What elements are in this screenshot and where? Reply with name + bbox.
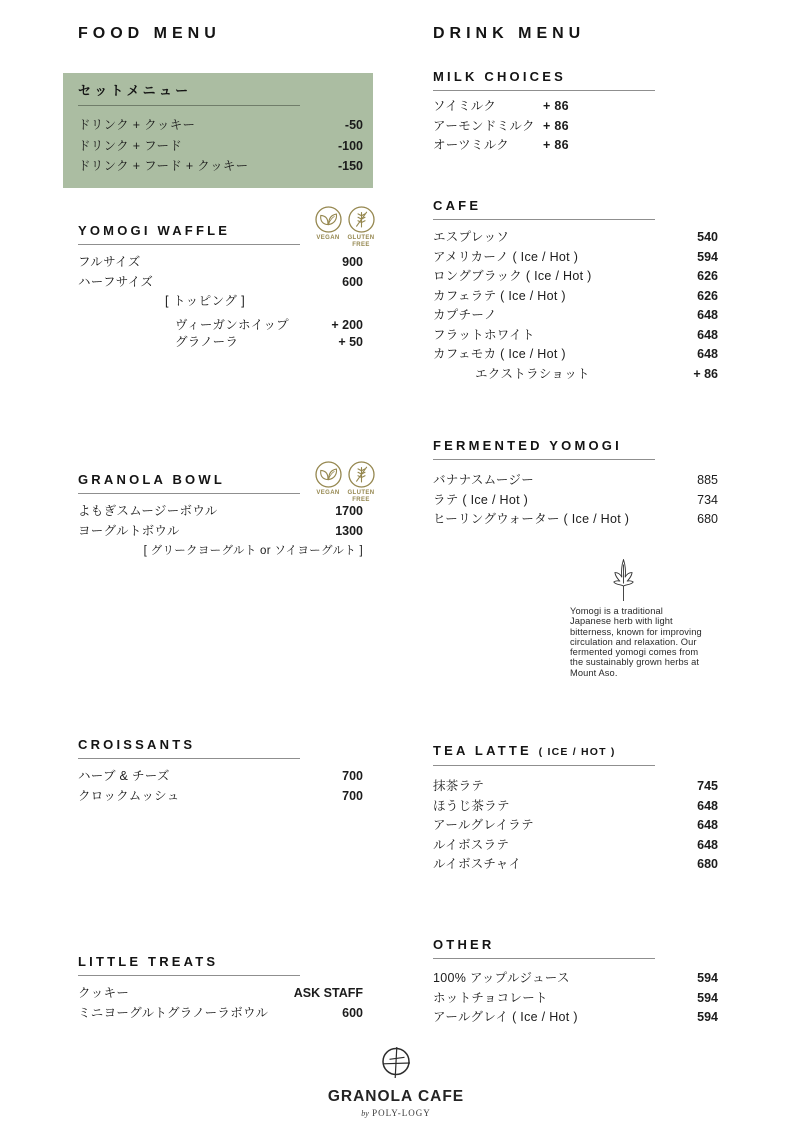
menu-item-row bbox=[78, 253, 363, 273]
granola-cafe-logo-icon bbox=[377, 1044, 415, 1082]
section-heading: CROISSANTS bbox=[78, 737, 196, 752]
menu-item-row bbox=[433, 287, 718, 307]
section-cafe bbox=[433, 199, 718, 384]
item-label: ヨーグルトボウル bbox=[78, 523, 180, 538]
item-price: 648 bbox=[697, 327, 718, 342]
item-label: バナナスムージー bbox=[433, 473, 535, 487]
item-label: アールグレイ ( Ice / Hot ) bbox=[433, 1010, 578, 1024]
item-label: クロックムッシュ bbox=[78, 788, 180, 803]
section-yomogi-waffle bbox=[78, 224, 363, 351]
menu-item-row bbox=[433, 345, 718, 365]
set-menu-divider bbox=[78, 105, 300, 106]
item-price: 700 bbox=[342, 769, 363, 783]
set-menu-box bbox=[63, 73, 373, 188]
item-price: 885 bbox=[697, 473, 718, 487]
item-price: 1700 bbox=[335, 504, 363, 518]
menu-item-row bbox=[175, 317, 363, 334]
section-heading: LITTLE TREATS bbox=[78, 954, 219, 969]
item-label: オーツミルク bbox=[433, 138, 510, 152]
item-label: ほうじ茶ラテ bbox=[433, 798, 510, 813]
section-heading: MILK CHOICES bbox=[433, 69, 567, 84]
menu-item-row bbox=[433, 1008, 718, 1028]
item-label: ソイミルク bbox=[433, 99, 497, 113]
item-price: 648 bbox=[697, 308, 718, 322]
menu-item-row bbox=[433, 510, 718, 530]
drink-menu-title: DRINK MENU bbox=[433, 25, 586, 42]
item-label: フルサイズ bbox=[78, 255, 141, 269]
section-divider bbox=[78, 244, 300, 245]
menu-item-row bbox=[433, 117, 718, 137]
item-label: フラットホワイト bbox=[433, 327, 535, 342]
menu-item-row bbox=[433, 267, 718, 287]
section-divider bbox=[78, 758, 300, 759]
item-label: クッキー bbox=[78, 986, 130, 1000]
menu-item-row bbox=[433, 836, 718, 856]
item-label: アールグレイラテ bbox=[433, 818, 534, 832]
item-label: ヴィーガンホイップ bbox=[175, 318, 289, 332]
item-price: 626 bbox=[697, 269, 718, 283]
section-fermented-yomogi bbox=[433, 439, 718, 530]
section-other bbox=[433, 938, 718, 1028]
item-price: 648 bbox=[697, 798, 718, 813]
section-divider bbox=[433, 765, 655, 766]
item-price: ASK STAFF bbox=[293, 986, 363, 1000]
section-divider bbox=[78, 975, 300, 976]
section-divider bbox=[433, 958, 655, 959]
item-price: 594 bbox=[697, 1010, 718, 1024]
item-label: アメリカーノ ( Ice / Hot ) bbox=[433, 249, 579, 264]
item-price: + 86 bbox=[543, 99, 569, 113]
item-price: 745 bbox=[697, 779, 718, 793]
item-price: 680 bbox=[697, 512, 718, 526]
item-label: エスプレッソ bbox=[433, 230, 510, 244]
item-label: 100% アップルジュース bbox=[433, 971, 570, 985]
section-divider bbox=[433, 219, 655, 220]
section-heading-text: TEA LATTE bbox=[433, 743, 532, 758]
byline-by: by bbox=[361, 1109, 369, 1118]
item-price: + 200 bbox=[331, 318, 363, 332]
item-price: 680 bbox=[697, 857, 718, 871]
item-price: -100 bbox=[337, 138, 363, 153]
footer-brand-block bbox=[296, 1044, 496, 1118]
item-label: ハーフサイズ bbox=[78, 274, 154, 289]
item-price: 594 bbox=[697, 971, 718, 985]
menu-item-row bbox=[433, 306, 718, 326]
yomogi-leaf-icon bbox=[610, 555, 637, 608]
item-price: 734 bbox=[697, 492, 718, 507]
food-menu-title: FOOD MENU bbox=[78, 25, 221, 42]
menu-item-row bbox=[78, 787, 363, 807]
item-label: カフェモカ ( Ice / Hot ) bbox=[433, 347, 566, 361]
section-heading-suffix: ( ICE / HOT ) bbox=[538, 746, 616, 758]
gluten-free-badge-label: GLUTEN FREE bbox=[347, 490, 375, 503]
toppings-list bbox=[175, 317, 363, 351]
section-croissants bbox=[78, 738, 363, 806]
section-divider bbox=[433, 459, 655, 460]
menu-item-row bbox=[78, 984, 363, 1004]
section-divider bbox=[78, 493, 300, 494]
item-label: ミニヨーグルトグラノーラボウル bbox=[78, 1005, 269, 1020]
menu-item-row bbox=[433, 228, 718, 248]
item-price: 600 bbox=[342, 1005, 363, 1020]
menu-item-row bbox=[78, 273, 363, 293]
item-price: + 50 bbox=[338, 335, 363, 349]
menu-item-row bbox=[78, 156, 363, 177]
brand-name: GRANOLA CAFE bbox=[327, 1088, 465, 1105]
item-price: + 86 bbox=[543, 118, 569, 133]
yogurt-choice-note: [ グリークヨーグルト or ソイヨーグルト ] bbox=[143, 545, 363, 557]
menu-item-row bbox=[78, 115, 363, 136]
menu-item-row bbox=[78, 502, 363, 522]
menu-item-row bbox=[78, 522, 363, 542]
byline-company: POLY-LOGY bbox=[372, 1108, 431, 1118]
item-label: ドリンク + フード + クッキー bbox=[78, 159, 249, 173]
menu-item-row-extra-shot bbox=[433, 365, 718, 385]
menu-item-row bbox=[78, 1004, 363, 1024]
section-milk-choices bbox=[433, 70, 718, 156]
section-tea-latte bbox=[433, 744, 718, 875]
item-price: 594 bbox=[697, 249, 718, 264]
item-price: 648 bbox=[697, 818, 718, 832]
item-price: 648 bbox=[697, 347, 718, 361]
menu-item-row bbox=[433, 969, 718, 989]
set-menu-heading: セットメニュー bbox=[78, 83, 192, 98]
item-label: 抹茶ラテ bbox=[433, 779, 485, 793]
section-divider bbox=[433, 90, 655, 91]
toppings-subheading: [ トッピング ] bbox=[165, 294, 246, 308]
section-heading: GRANOLA BOWL bbox=[78, 472, 225, 487]
item-label: カフェラテ ( Ice / Hot ) bbox=[433, 288, 566, 303]
gluten-free-badge-label: GLUTEN FREE bbox=[347, 235, 375, 248]
menu-item-row bbox=[433, 855, 718, 875]
menu-item-row bbox=[433, 97, 718, 117]
menu-item-row bbox=[433, 248, 718, 268]
brand-byline bbox=[296, 1108, 496, 1118]
item-label: ルイボスチャイ bbox=[433, 857, 522, 871]
menu-item-row bbox=[175, 334, 363, 351]
item-label: ロングブラック ( Ice / Hot ) bbox=[433, 269, 592, 283]
item-label: ドリンク + フード bbox=[78, 138, 183, 153]
item-label: アーモンドミルク bbox=[433, 118, 535, 133]
item-label: ラテ ( Ice / Hot ) bbox=[433, 492, 529, 507]
vegan-badge-label: VEGAN bbox=[316, 235, 340, 241]
vegan-badge-label: VEGAN bbox=[316, 490, 340, 496]
menu-item-row bbox=[433, 816, 718, 836]
item-price: -150 bbox=[337, 159, 363, 173]
item-price: + 86 bbox=[693, 366, 718, 381]
menu-item-row bbox=[433, 797, 718, 817]
section-heading: FERMENTED YOMOGI bbox=[433, 438, 622, 453]
section-heading: YOMOGI WAFFLE bbox=[78, 223, 231, 238]
item-label: ハーブ & チーズ bbox=[78, 769, 170, 783]
menu-item-row bbox=[78, 136, 363, 157]
item-label: ドリンク + クッキー bbox=[78, 118, 196, 132]
menu-item-row bbox=[78, 767, 363, 787]
item-label: よもぎスムージーボウル bbox=[78, 504, 218, 518]
item-price: + 86 bbox=[543, 138, 569, 152]
item-price: 700 bbox=[342, 788, 363, 803]
item-label: ヒーリングウォーター ( Ice / Hot ) bbox=[433, 512, 630, 526]
item-price: 648 bbox=[697, 837, 718, 852]
item-label: カプチーノ bbox=[433, 308, 497, 322]
item-price: 594 bbox=[697, 990, 718, 1005]
item-label: ルイボスラテ bbox=[433, 837, 510, 852]
section-little-treats bbox=[78, 955, 363, 1023]
item-price: -50 bbox=[344, 118, 363, 132]
menu-item-row bbox=[433, 471, 718, 491]
item-price: 540 bbox=[697, 230, 718, 244]
menu-item-row bbox=[433, 326, 718, 346]
menu-item-row bbox=[433, 777, 718, 797]
menu-item-row bbox=[433, 491, 718, 511]
item-price: 1300 bbox=[335, 523, 363, 538]
item-price: 600 bbox=[342, 274, 363, 289]
section-heading: CAFE bbox=[433, 198, 482, 213]
section-heading: OTHER bbox=[433, 937, 495, 952]
item-price: 626 bbox=[697, 288, 718, 303]
item-label: ホットチョコレート bbox=[433, 990, 548, 1005]
item-price: 900 bbox=[342, 255, 363, 269]
yomogi-description: Yomogi is a traditional Japanese herb with light bitterness, known for improving circulation and relaxation. Our fermented yomogi comes from the sustainably grown herbs at Mount Aso. bbox=[570, 606, 702, 678]
item-label: エクストラショット bbox=[475, 366, 590, 381]
section-granola-bowl bbox=[78, 473, 363, 561]
menu-item-row bbox=[433, 136, 718, 156]
menu-item-row bbox=[433, 989, 718, 1009]
section-heading bbox=[433, 744, 718, 759]
item-label: グラノーラ bbox=[175, 335, 239, 349]
